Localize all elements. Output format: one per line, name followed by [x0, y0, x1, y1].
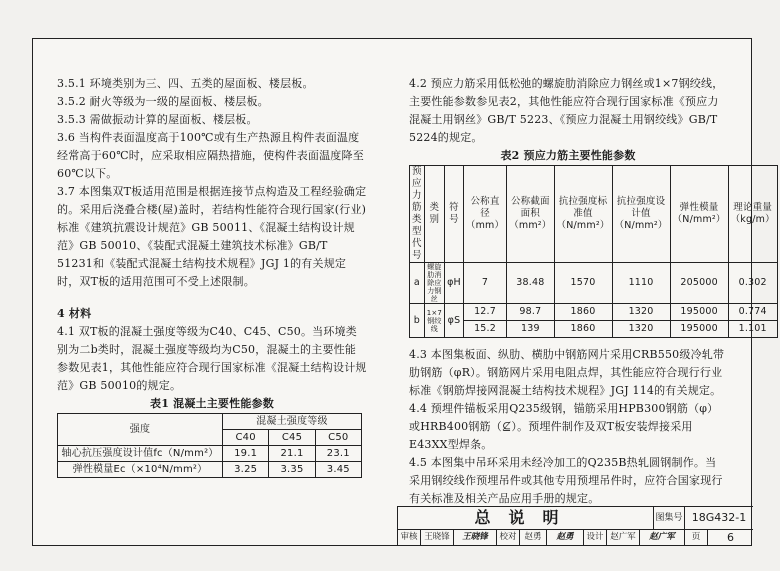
table1-grade: C40	[223, 430, 269, 446]
table-row	[58, 462, 362, 478]
clause-3-5-2: 3.5.2 耐火等级为一级的屋面板、楼层板。	[57, 95, 269, 108]
table2-header: 抗拉强度设计值（N/mm²）	[612, 166, 670, 263]
table1-cell: 3.25	[223, 462, 269, 478]
table2-header: 符号	[445, 166, 464, 263]
concrete-properties-table	[57, 413, 362, 478]
clause-4-5: 4.5 本图集中吊环采用未经冷加工的Q235B热轧圆钢制作。当采用钢绞线作预埋吊件或其他专用预埋吊件时，应符合国家现行有关标准及相关产品应用手册的规定。	[409, 456, 723, 505]
clause-4-1: 4.1 双T板的混凝土强度等级为C40、C45、C50。当环境类别为二b类时，混凝土强度等级均为C50，混凝土的主要性能参数见表1，其他性能应符合现行国家标准《混凝土结构设计规范》GB 50010的规定。	[57, 325, 367, 392]
clause-4-3: 4.3 本图集板面、纵肋、横肋中钢筋网片采用CRB550级冷轧带肋钢筋（φR）。钢筋网片采用电阻点焊，其性能应符合现行行业标准《钢筋焊接网混凝土结构技术规程》JGJ 114的有关规定。	[409, 348, 725, 397]
table2-cell: 7	[463, 263, 506, 304]
table1-header-grade: 混凝土强度等级	[223, 414, 362, 430]
table2-cell: 139	[507, 321, 554, 338]
table2-cell: 195000	[670, 321, 728, 338]
table2-header: 弹性模量（N/mm²）	[670, 166, 728, 263]
table2-code: a	[410, 263, 425, 304]
table2-cell: 1860	[554, 304, 612, 321]
table-row	[58, 446, 362, 462]
table2-cell: 0.774	[728, 304, 777, 321]
title-block	[397, 506, 753, 545]
sheet-title: 总说明	[398, 507, 654, 529]
left-column	[57, 75, 367, 478]
table2-symbol: φS	[445, 304, 464, 338]
table2-header: 抗拉强度标准值（N/mm²）	[554, 166, 612, 263]
page-label: 页	[685, 530, 708, 545]
review-label: 审核	[398, 530, 421, 545]
reviewer-name: 王晓锋	[421, 530, 454, 545]
table1-cell: 23.1	[315, 446, 361, 462]
table2-symbol: φH	[445, 263, 464, 304]
atlas-number-label: 图集号	[654, 507, 685, 529]
checker-signature: 赵勇	[547, 530, 584, 545]
atlas-number: 18G432-1	[691, 511, 747, 524]
drawing-sheet	[32, 38, 775, 546]
table2-category: 螺旋肋消除应力钢丝	[424, 263, 444, 304]
table2-cell: 98.7	[507, 304, 554, 321]
table1-cell: 3.35	[269, 462, 315, 478]
table2-category: 1×7钢绞线	[424, 304, 444, 338]
designer-signature: 赵广军	[640, 530, 685, 545]
table1-row-label: 轴心抗压强度设计值fc（N/mm²）	[58, 446, 223, 462]
table2-header: 公称截面面积（mm²）	[507, 166, 554, 263]
reviewer-signature: 王晓锋	[454, 530, 497, 545]
table1-header-strength: 强度	[58, 414, 223, 446]
table1-grade: C45	[269, 430, 315, 446]
table2-cell: 195000	[670, 304, 728, 321]
table1-cell: 21.1	[269, 446, 315, 462]
design-label: 设计	[584, 530, 607, 545]
table2-cell: 15.2	[463, 321, 506, 338]
table-row	[410, 263, 778, 304]
table2-header: 理论重量（kg/m）	[728, 166, 777, 263]
clause-3-5-1: 3.5.1 环境类别为三、四、五类的屋面板、楼层板。	[57, 77, 314, 90]
table2-code: b	[410, 304, 425, 338]
table2-cell: 1860	[554, 321, 612, 338]
table2-cell: 1570	[554, 263, 612, 304]
table1-grade: C50	[315, 430, 361, 446]
clause-3-6: 3.6 当构件表面温度高于100℃或有生产热源且构件表面温度经常高于60℃时，应采取相应隔热措施，使构件表面温度降至60℃以下。	[57, 131, 364, 180]
table2-header: 类别	[424, 166, 444, 263]
right-column	[409, 75, 775, 508]
table1-row-label: 弹性模量Ec（×10⁴N/mm²）	[58, 462, 223, 478]
table2-cell: 38.48	[507, 263, 554, 304]
page-number: 6	[727, 531, 734, 544]
table1-cell: 3.45	[315, 462, 361, 478]
table2-header: 公称直径（mm）	[463, 166, 506, 263]
table2-caption: 表2 预应力筋主要性能参数	[500, 149, 636, 162]
table2-cell: 1320	[612, 304, 670, 321]
table-row	[410, 321, 778, 338]
clause-3-5-3: 3.5.3 需做振动计算的屋面板、楼层板。	[57, 113, 258, 126]
table1-cell: 19.1	[223, 446, 269, 462]
table2-cell: 205000	[670, 263, 728, 304]
clause-4-4: 4.4 预埋件锚板采用Q235级钢，锚筋采用HPB300钢筋（φ）或HRB400钢筋（⊈）。预埋件制作及双T板安装焊接采用E43XX型焊条。	[409, 402, 719, 451]
table2-cell: 1.101	[728, 321, 777, 338]
check-label: 校对	[497, 530, 520, 545]
clause-4-2: 4.2 预应力筋采用低松弛的螺旋肋消除应力钢丝或1×7钢绞线，主要性能参数参见表2，其他性能应符合现行国家标准《预应力混凝土用钢丝》GB/T 5223、《预应力混凝土用钢绞线》GB/T 5224的规定。	[409, 77, 724, 144]
table2-cell: 1320	[612, 321, 670, 338]
designer-name: 赵广军	[607, 530, 640, 545]
clause-3-7: 3.7 本图集双T板适用范围是根据连接节点构造及工程经验确定的。采用后浇叠合楼(屋)盖时，若结构性能符合现行国家(行业)标准《建筑抗震设计规范》GB 50011、《混凝土结构设计规范》GB 50010、《装配式混凝土建筑技术标准》GB/T 51231和《装配式混凝土结构技术规程》JGJ 1的有关规定时，双T板的适用范围可不受上述限制。	[57, 185, 367, 288]
table2-header: 预应力筋类型代号	[410, 166, 425, 263]
table2-cell: 12.7	[463, 304, 506, 321]
checker-name: 赵勇	[520, 530, 547, 545]
section-heading-materials: 4 材料	[57, 307, 92, 320]
table2-cell: 0.302	[728, 263, 777, 304]
table-row	[410, 304, 778, 321]
table1-caption: 表1 混凝土主要性能参数	[150, 397, 274, 410]
prestress-properties-table	[409, 165, 778, 338]
table2-cell: 1110	[612, 263, 670, 304]
